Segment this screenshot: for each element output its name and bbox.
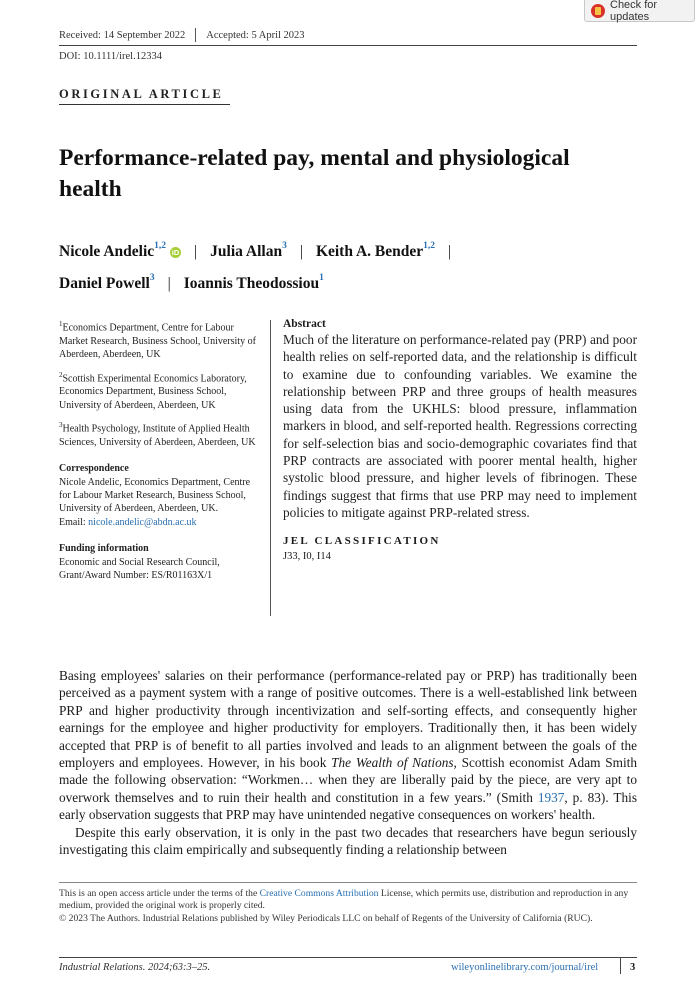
citation-link[interactable]: 1937 bbox=[537, 789, 565, 805]
author-affiliation-sup[interactable]: 1,2 bbox=[154, 241, 167, 251]
page-divider bbox=[620, 958, 621, 974]
accepted-date: Accepted: 5 April 2023 bbox=[206, 29, 305, 41]
abstract-heading: Abstract bbox=[283, 318, 326, 330]
correspondence-text: Nicole Andelic, Economics Department, Centre for Labour Market Research, Business School, University of Aberdeen, Aberdeen, UK. bbox=[59, 476, 251, 515]
section-label: ORIGINAL ARTICLE bbox=[59, 87, 224, 101]
column-divider bbox=[270, 320, 271, 616]
license-footnote: This is an open access article under the terms of the Creative Commons Attribution License, which permits use, distribution and reproduction in any medium, provided the original work is properly cited. © 2023 The Authors. Industrial Relations published by Wiley Periodicals LLC on behalf of Regents of the University of California (RUC). bbox=[59, 888, 637, 925]
book-title: The Wealth of Nations bbox=[331, 755, 454, 771]
header-rule bbox=[59, 45, 637, 46]
article-title: Performance-related pay, mental and physiological health bbox=[59, 145, 570, 202]
footnote-rule bbox=[59, 882, 637, 883]
article-dates bbox=[59, 28, 305, 42]
date-divider bbox=[195, 28, 196, 42]
received-date: Received: 14 September 2022 bbox=[59, 29, 186, 41]
check-for-updates-label: Check for updates bbox=[610, 0, 658, 23]
author-separator: | bbox=[167, 275, 171, 293]
funding-text: Economic and Social Research Council, Grant/Award Number: ES/R01163X/1 bbox=[59, 556, 220, 582]
funding-heading: Funding information bbox=[59, 543, 149, 555]
license-link[interactable]: Creative Commons Attribution bbox=[259, 888, 379, 899]
author-affiliation-sup[interactable]: 3 bbox=[149, 273, 155, 284]
author-affiliation-sup[interactable]: 1 bbox=[319, 273, 324, 284]
jel-codes: J33, I0, I14 bbox=[283, 551, 331, 563]
main-text bbox=[59, 667, 637, 858]
author-list bbox=[59, 234, 639, 298]
body-paragraph: Despite this early observation, it is only in the past two decades that researchers have begun seriously investigating this claim empirically and subsequently finding a relationship between bbox=[59, 824, 637, 858]
abstract-text: Much of the literature on performance-related pay (PRP) and poor health relies on self-reported data, and the relationship is difficult to examine due to confounding variables. We examine the relationship between PRP and three groups of health measures using data from the UKHLS: blood pressure, inflammation markers in blood, and self-reported health. Regressions correcting for self-selection bias and socio-demographic covariates find that PRP contracts are associated with poorer mental health, higher systolic blood pressure, and higher levels of fibrinogen. These findings suggest that firms that use PRP may need to implement policies to mitigate against PRP-related stress. bbox=[283, 332, 637, 520]
affiliation: $^2$Scottish Experimental Economics Laboratory, Economics Department, Business School, University of Aberdeen, Aberdeen, UK bbox=[59, 370, 247, 411]
correspondence-email: Email: nicole.andelic@abdn.ac.uk bbox=[59, 516, 197, 528]
bookmark-update-icon bbox=[591, 4, 605, 18]
author-name[interactable]: Julia Allan bbox=[210, 243, 283, 261]
doi: DOI: 10.1111/irel.12334 bbox=[59, 51, 162, 62]
body-paragraph: Basing employees' salaries on their performance (performance-related pay or PRP) has traditionally been perceived as a payment system with a range of positive outcomes. There is a well-established link between PRP and higher productivity through incentivization and self-sorting effects, and consequently higher earnings for the employee and higher productivity for employers. Traditionally then, it has been widely accepted that PRP is of benefit to all parties involved and leads to an alignment between the goals of the employers and employees. However, in his book The Wealth of Nations, Scottish economist Adam Smith made the following observation: “Workmen… when they are liberally paid by the piece, are very apt to overwork themselves and to ruin their health and constitution in a few years.” (Smith 1937, p. 83). This early observation suggests that PRP may have unintended negative consequences on workers' health. bbox=[59, 668, 638, 823]
correspondence-heading: Correspondence bbox=[59, 463, 129, 475]
author-affiliation-sup[interactable]: 3 bbox=[282, 241, 287, 251]
email-link[interactable]: nicole.andelic@abdn.ac.uk bbox=[88, 516, 197, 528]
orcid-icon[interactable]: iD bbox=[171, 248, 180, 258]
copyright: © 2023 The Authors. Industrial Relations published by Wiley Periodicals LLC on behalf of Regents of the University of California (RUC). bbox=[59, 912, 593, 924]
check-for-updates-button[interactable] bbox=[584, 0, 695, 22]
section-rule bbox=[59, 104, 230, 105]
journal-site-link[interactable]: wileyonlinelibrary.com/journal/irel bbox=[451, 962, 599, 973]
page-number: 3 bbox=[630, 962, 636, 973]
author-name[interactable]: Ioannis Theodossiou bbox=[183, 275, 320, 293]
affiliation: $^1$Economics Department, Centre for Labour Market Research, Business School, University of Aberdeen, Aberdeen, UK bbox=[59, 320, 256, 361]
author-affiliation-sup[interactable]: 1,2 bbox=[423, 241, 436, 251]
author-info-column bbox=[59, 318, 259, 582]
author-separator: | bbox=[448, 243, 452, 261]
author-name[interactable]: Daniel Powell bbox=[59, 275, 150, 293]
journal-citation: Industrial Relations. 2024;63:3–25. bbox=[59, 962, 211, 973]
footer-rule bbox=[59, 957, 637, 958]
author-separator: | bbox=[194, 243, 198, 261]
author-name[interactable]: Keith A. Bender bbox=[315, 243, 424, 261]
affiliation: $^3$Health Psychology, Institute of Applied Health Sciences, University of Aberdeen, Aberdeen, UK bbox=[59, 421, 256, 448]
author-name[interactable]: Nicole Andelic bbox=[59, 243, 155, 261]
jel-heading: JEL CLASSIFICATION bbox=[283, 535, 441, 548]
author-separator: | bbox=[299, 243, 303, 261]
abstract-block bbox=[283, 318, 637, 562]
